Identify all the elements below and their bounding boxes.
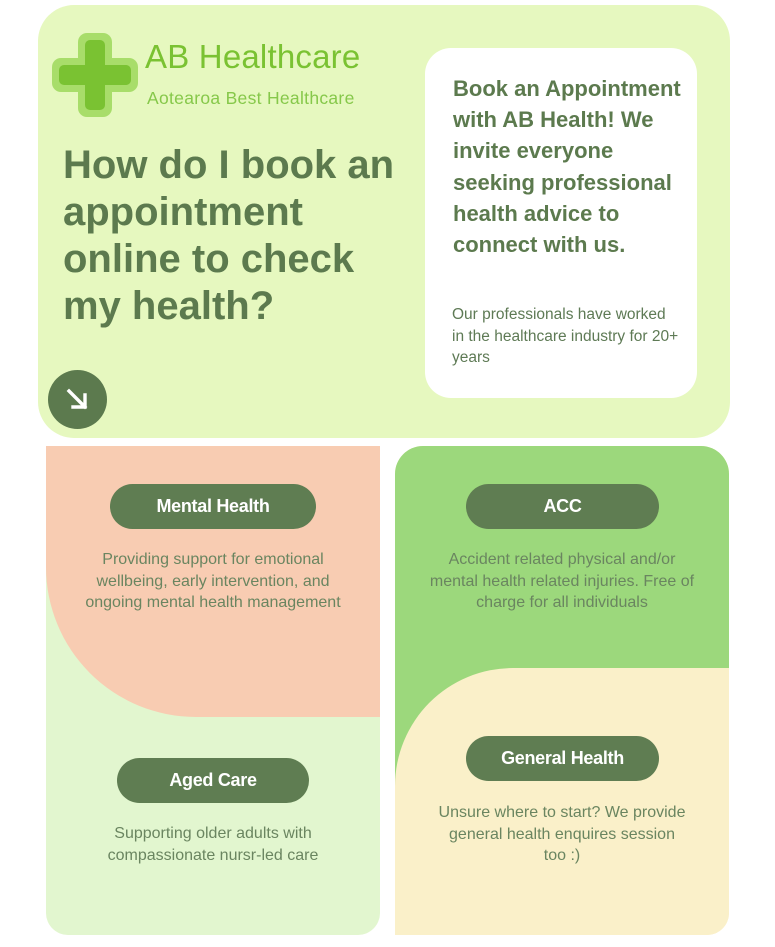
brand-tagline: Aotearoa Best Healthcare (147, 88, 355, 108)
medical-cross-icon (52, 33, 138, 117)
acc-description: Accident related physical and/or mental health related injuries. Free of charge for all individuals (429, 551, 695, 611)
acc-button[interactable]: ACC (466, 484, 659, 529)
mental-health-description: Providing support for emotional wellbeing, early intervention, and ongoing mental health management (85, 551, 341, 611)
arrow-down-right-icon (63, 385, 93, 415)
aged-care-description: Supporting older adults with compassionate nursr-led care (107, 825, 319, 864)
brand-name: AB Healthcare (145, 38, 361, 75)
arrow-down-right-button[interactable] (48, 370, 107, 429)
hero-question: How do I book an appointment online to check my health? (63, 143, 395, 328)
aged-care-button[interactable]: Aged Care (117, 758, 309, 803)
info-card-heading: Book an Appointment with AB Health! We invite everyone seeking professional health advice to connect with us. (453, 76, 681, 258)
info-card-body: Our professionals have worked in the healthcare industry for 20+ years (452, 306, 679, 366)
general-health-button[interactable]: General Health (466, 736, 659, 781)
general-health-description: Unsure where to start? We provide general health enquires session too :) (438, 804, 686, 864)
mental-health-button[interactable]: Mental Health (110, 484, 316, 529)
